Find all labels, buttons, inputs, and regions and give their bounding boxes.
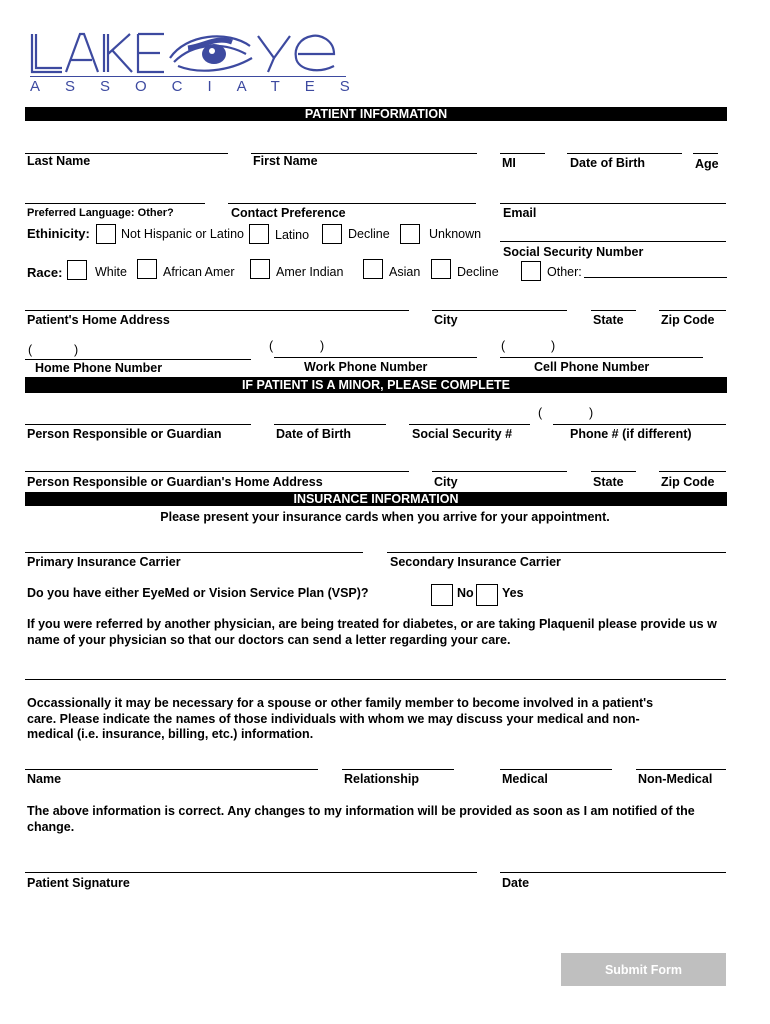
ethnicity-option-label: Unknown [429, 227, 482, 241]
insurance-section-header: INSURANCE INFORMATION [25, 492, 727, 506]
email-label: Email [503, 206, 537, 220]
patient-signature-label: Patient Signature [27, 876, 130, 890]
race-african-amer-checkbox[interactable] [137, 259, 157, 279]
home-phone-paren-open: ( [28, 343, 33, 357]
age-label: Age [695, 157, 719, 171]
home-address-label: Patient's Home Address [27, 313, 170, 327]
attestation-line-2: change. [27, 819, 75, 834]
vsp-no-checkbox[interactable] [431, 584, 453, 606]
logo [28, 28, 375, 98]
family-line-1: Occassionally it may be necessary for a spouse or other family member to become involved in a patient's [27, 696, 654, 710]
race-white-checkbox[interactable] [67, 260, 87, 280]
guardian-dob-label: Date of Birth [276, 427, 351, 441]
family-line-2: care. Please indicate the names of those individuals with whom we may discuss your medical and non- [27, 711, 640, 726]
dob-label: Date of Birth [570, 156, 645, 170]
guardian-ssn-label: Social Security # [412, 427, 513, 441]
vsp-no-label: No [457, 586, 474, 600]
eye-pupil-icon [202, 44, 226, 64]
guardian-state-label: State [593, 475, 624, 489]
secondary-carrier-label: Secondary Insurance Carrier [390, 555, 561, 569]
race-option-label: Amer Indian [276, 265, 344, 279]
home-phone-paren-close: ) [74, 343, 79, 357]
race-other-checkbox[interactable] [521, 261, 541, 281]
vsp-yes-label: Yes [502, 586, 524, 600]
ethnicity-unknown-checkbox[interactable] [400, 224, 420, 244]
vsp-question: Do you have either EyeMed or Vision Service Plan (VSP)? [27, 586, 369, 600]
referral-line-2: name of your physician so that our doctors can send a letter regarding your care. [27, 632, 511, 647]
logo-subtitle: ASSOCIATES [30, 78, 375, 95]
work-phone-paren-open: ( [269, 339, 274, 353]
ssn-label: Social Security Number [503, 245, 644, 259]
submit-form-button[interactable]: Submit Form [561, 953, 726, 986]
race-label: Race: [27, 265, 63, 280]
vsp-yes-checkbox[interactable] [476, 584, 498, 606]
family-text [27, 696, 727, 743]
race-decline-checkbox[interactable] [431, 259, 451, 279]
insurance-note: Please present your insurance cards when you arrive for your appointment. [160, 510, 610, 524]
referral-text [27, 617, 727, 648]
guardian-city-label: City [434, 475, 458, 489]
race-option-label: African Amer [163, 265, 235, 279]
mi-label: MI [502, 156, 516, 170]
patient-information-header: PATIENT INFORMATION [25, 107, 727, 121]
ethnicity-latino-checkbox[interactable] [249, 224, 269, 244]
family-medical-label: Medical [502, 772, 548, 786]
family-name-label: Name [27, 772, 62, 786]
cell-phone-label: Cell Phone Number [534, 360, 650, 374]
attestation-text [27, 804, 727, 835]
primary-carrier-label: Primary Insurance Carrier [27, 555, 181, 569]
state-label: State [593, 313, 624, 327]
guardian-label: Person Responsible or Guardian [27, 427, 222, 441]
first-name-label: First Name [253, 154, 318, 168]
race-asian-checkbox[interactable] [363, 259, 383, 279]
race-other-label: Other: [547, 265, 582, 279]
zip-label: Zip Code [661, 313, 715, 327]
race-option-label: White [95, 265, 127, 279]
race-option-label: Decline [457, 265, 499, 279]
ethnicity-option-label: Latino [275, 228, 310, 242]
guardian-zip-label: Zip Code [661, 475, 715, 489]
cell-phone-paren-open: ( [501, 339, 506, 353]
guardian-address-label: Person Responsible or Guardian's Home Address [27, 475, 323, 489]
work-phone-paren-close: ) [320, 339, 325, 353]
contact-preference-label: Contact Preference [231, 206, 346, 220]
home-phone-label: Home Phone Number [35, 361, 163, 375]
family-non-medical-label: Non-Medical [638, 772, 713, 786]
family-relationship-label: Relationship [344, 772, 420, 786]
referral-line-1: If you were referred by another physician, are being treated for diabetes, or are taking Plaquenil please provide us w [27, 617, 717, 631]
ethnicity-label: Ethinicity: [27, 226, 90, 241]
cell-phone-paren-close: ) [551, 339, 556, 353]
work-phone-label: Work Phone Number [304, 360, 428, 374]
race-option-label: Asian [389, 265, 421, 279]
family-line-3: medical (i.e. insurance, billing, etc.) information. [27, 727, 314, 741]
guardian-phone-paren-open: ( [538, 406, 543, 420]
last-name-label: Last Name [27, 154, 91, 168]
race-amer-indian-checkbox[interactable] [250, 259, 270, 279]
preferred-language-label: Preferred Language: Other? [27, 207, 174, 219]
ethnicity-option-label: Decline [348, 227, 390, 241]
ethnicity-decline-checkbox[interactable] [322, 224, 342, 244]
guardian-phone-paren-close: ) [589, 406, 594, 420]
city-label: City [434, 313, 458, 327]
ethnicity-option-label: Not Hispanic or Latino [121, 227, 244, 241]
minor-section-header: IF PATIENT IS A MINOR, PLEASE COMPLETE [25, 377, 727, 393]
signature-date-label: Date [502, 876, 530, 890]
attestation-line-1: The above information is correct. Any changes to my information will be provided as soon as I am notified of the [27, 804, 695, 818]
ethnicity-not-hispanic-checkbox[interactable] [96, 224, 116, 244]
guardian-phone-label: Phone # (if different) [570, 427, 692, 441]
